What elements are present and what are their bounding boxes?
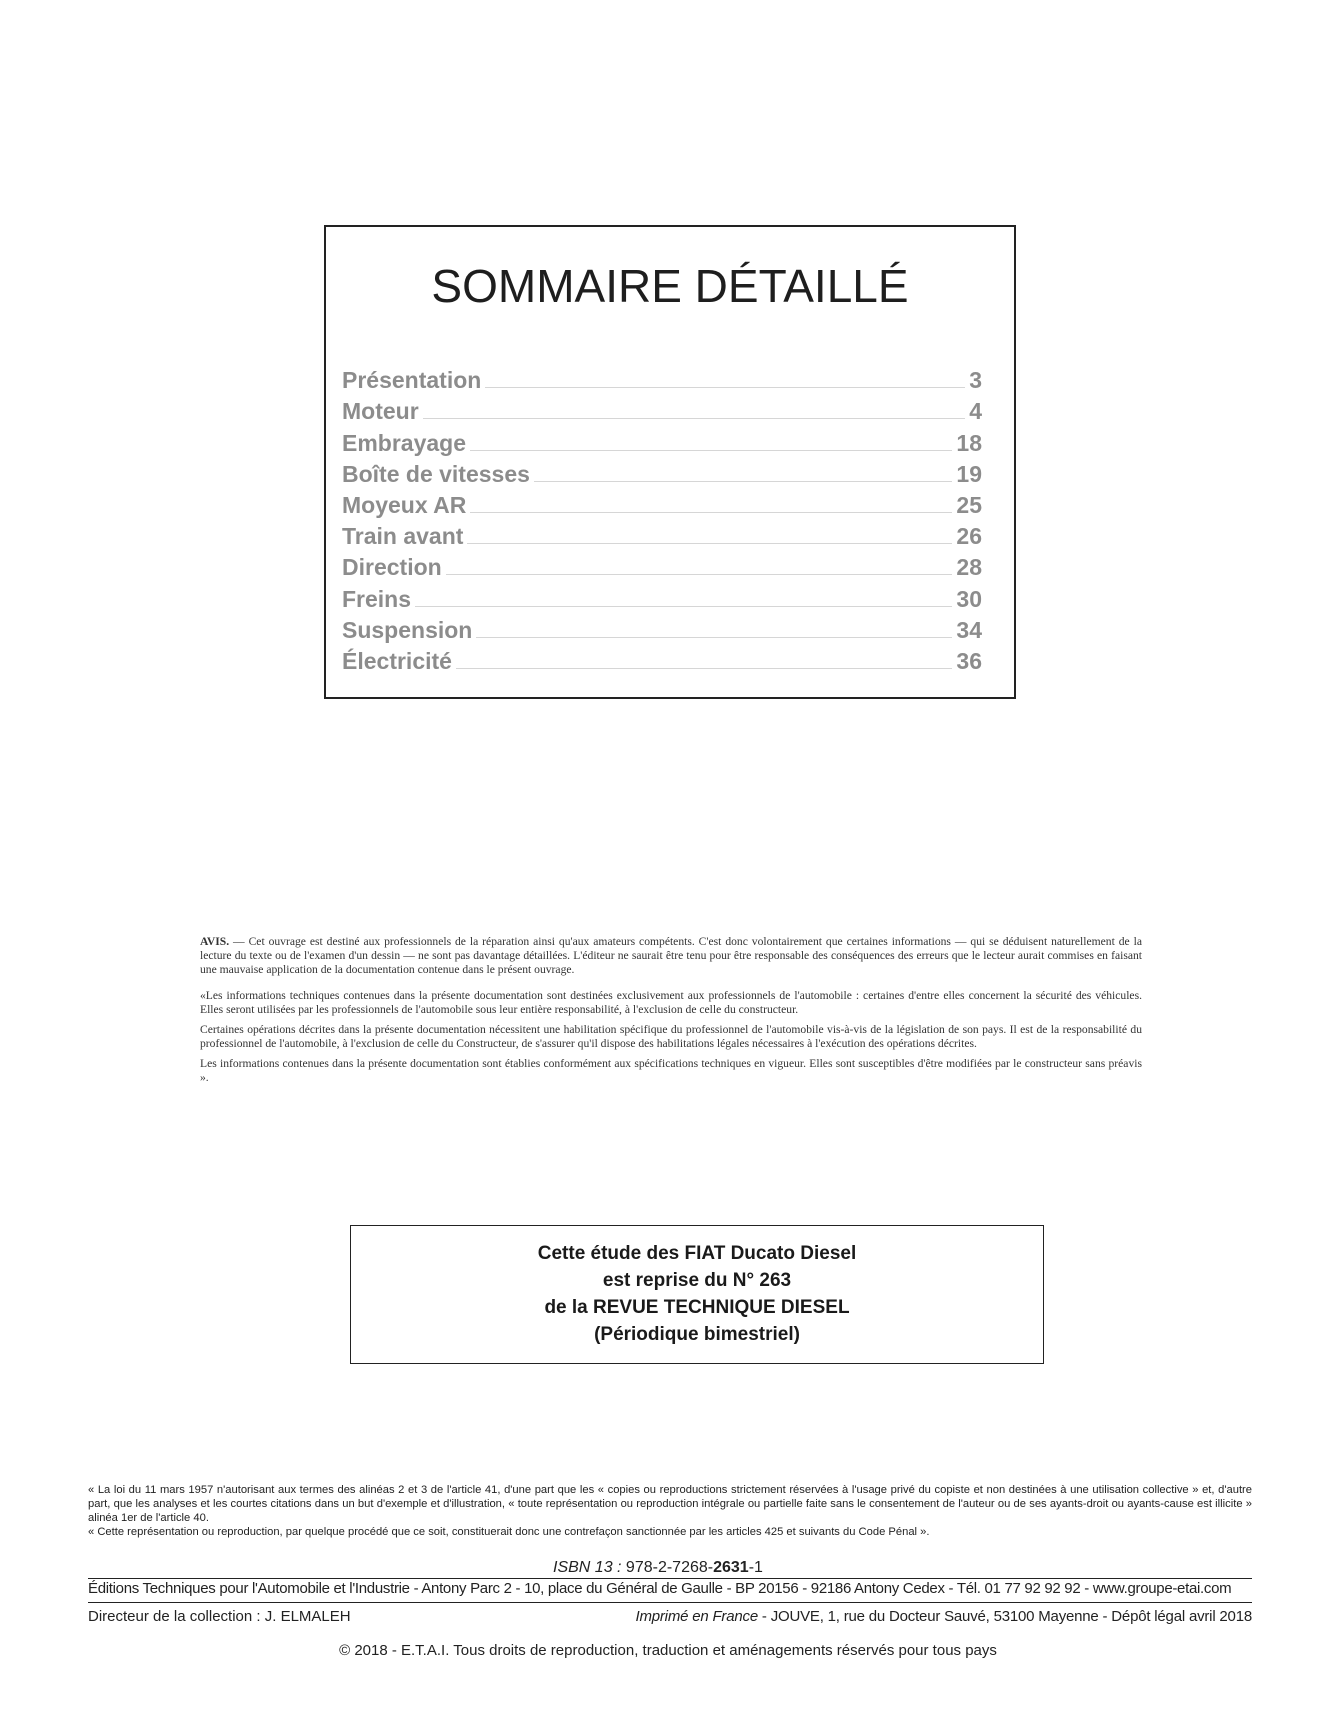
printing-info — [635, 1608, 1252, 1625]
toc-label: Boîte de vitesses — [342, 460, 530, 487]
toc-row — [342, 613, 982, 644]
toc-leader — [446, 574, 953, 575]
isbn-prefix: 978-2-7268- — [621, 1559, 714, 1576]
toc-row — [342, 457, 982, 488]
toc-row — [342, 425, 982, 456]
isbn-bold: 2631 — [713, 1559, 749, 1576]
source-line: de la REVUE TECHNIQUE DIESEL — [544, 1297, 850, 1318]
toc-leader — [423, 418, 966, 419]
source-box — [350, 1225, 1044, 1364]
toc-row — [342, 581, 982, 612]
notice-avis-text: — Cet ouvrage est destiné aux professionnels de la réparation ainsi qu'aux amateurs compétents. C'est donc volontairement que certaines informations — qui se déduisent naturellement de la lecture du texte ou de l'examen d'un dessin — ne sont pas davantage détaillées. L'éditeur ne saurait être tenu pour être responsable des conséquences des erreurs que le lecteur aurait commises en faisant une mauvaise application de la documentation contenue dans le présent ouvrage. — [200, 935, 1142, 976]
toc-label: Moteur — [342, 398, 419, 425]
toc-page-number: 18 — [956, 429, 982, 456]
source-line: est reprise du N° 263 — [602, 1270, 792, 1291]
toc-label: Embrayage — [342, 429, 467, 456]
notice-paragraph: Certaines opérations décrites dans la présente documentation nécessitent une habilitation spécifique du professionnel de l'automobile vis-à-vis de la législation de son pays. Il est de la responsabilité du professionnel de l'automobile, à l'exclusion de celle du Constructeur, de s'assurer qu'il dispose des habilitations légales nécessaires à l'exécution des opérations décrites. — [200, 1023, 1142, 1050]
toc-leader — [476, 637, 952, 638]
toc-page-number: 26 — [956, 523, 982, 550]
toc-page-number: 3 — [969, 367, 982, 394]
collection-director: Directeur de la collection : J. ELMALEH — [88, 1608, 351, 1625]
toc-page-number: 30 — [956, 585, 982, 612]
law-paragraph: « La loi du 11 mars 1957 n'autorisant aux termes des alinéas 2 et 3 de l'article 41, d'une part que les « copies ou reproductions strictement réservées à l'usage privé du copiste et non destinées à une utilisation collective » et, d'autre part, que les analyses et les courtes citations dans un but d'exemple et d'illustration, « toute représentation ou reproduction intégrale ou partielle faite sans le consentement de l'auteur ou de ses ayants-droit ou ayants-cause est illicite » alinéa 1er de l'article 40. — [88, 1484, 1252, 1524]
divider — [88, 1578, 1252, 1579]
toc-row — [342, 644, 982, 675]
source-line: Cette étude des FIAT Ducato Diesel — [537, 1243, 857, 1264]
toc-leader — [415, 606, 952, 607]
toc-leader — [534, 481, 952, 482]
toc-leader — [456, 668, 952, 669]
law-paragraph: « Cette représentation ou reproduction, par quelque procédé que ce soit, constituerait donc une contrefaçon sanctionnée par les articles 425 et suivants du Code Pénal ». — [88, 1526, 930, 1538]
toc-leader — [470, 512, 952, 513]
notice-avis — [200, 935, 1142, 977]
toc-list — [342, 363, 982, 675]
toc-leader — [485, 387, 965, 388]
source-line: (Périodique bimestriel) — [594, 1324, 800, 1345]
isbn — [553, 1559, 763, 1577]
toc-page-number: 4 — [969, 398, 982, 425]
copyright-line: © 2018 - E.T.A.I. Tous droits de reproduction, traduction et aménagements réservés pour tous pays — [339, 1642, 997, 1659]
toc-label: Suspension — [342, 616, 473, 643]
toc-row — [342, 519, 982, 550]
toc-title: SOMMAIRE DÉTAILLÉ — [431, 260, 909, 312]
copyright-law-text — [88, 1483, 1252, 1539]
toc-row — [342, 363, 982, 394]
toc-row — [342, 488, 982, 519]
toc-page-number: 36 — [956, 647, 982, 674]
toc-page-number: 34 — [956, 616, 982, 643]
isbn-label: ISBN 13 : — [553, 1559, 622, 1576]
notice-paragraph: «Les informations techniques contenues dans la présente documentation sont destinées exclusivement aux professionnels de l'automobile : certaines d'entre elles concernent la sécurité des véhicules. Elles seront utilisées par les professionnels de l'automobile sous leur entière responsabilité, à l'exclusion de celle du constructeur. — [200, 989, 1142, 1016]
toc-leader — [467, 543, 952, 544]
toc-label: Train avant — [342, 523, 464, 550]
notice-block — [200, 935, 1142, 1091]
printed-text: - JOUVE, 1, rue du Docteur Sauvé, 53100 Mayenne - Dépôt légal avril 2018 — [757, 1608, 1252, 1625]
toc-label: Direction — [342, 554, 442, 581]
toc-row — [342, 394, 982, 425]
toc-label: Électricité — [342, 647, 452, 674]
toc-page-number: 25 — [956, 491, 982, 518]
toc-row — [342, 550, 982, 581]
divider — [88, 1602, 1252, 1603]
publisher-info: Éditions Techniques pour l'Automobile et l'Industrie - Antony Parc 2 - 10, place du Général de Gaulle - BP 20156 - 92186 Antony Cedex - Tél. 01 77 92 92 92 - www.groupe-etai.com — [88, 1580, 1232, 1597]
toc-label: Moyeux AR — [342, 491, 467, 518]
printed-label: Imprimé en France — [635, 1608, 758, 1625]
toc-leader — [470, 450, 952, 451]
toc-label: Freins — [342, 585, 412, 612]
toc-page-number: 19 — [956, 460, 982, 487]
notice-paragraph: Les informations contenues dans la présente documentation sont établies conformément aux spécifications techniques en vigueur. Elles sont susceptibles d'être modifiées par le constructeur sans préavis ». — [200, 1057, 1142, 1084]
toc-label: Présentation — [342, 367, 482, 394]
isbn-suffix: -1 — [748, 1559, 763, 1576]
toc-page-number: 28 — [956, 554, 982, 581]
table-of-contents — [324, 225, 1016, 699]
notice-avis-label: AVIS. — [200, 935, 230, 948]
